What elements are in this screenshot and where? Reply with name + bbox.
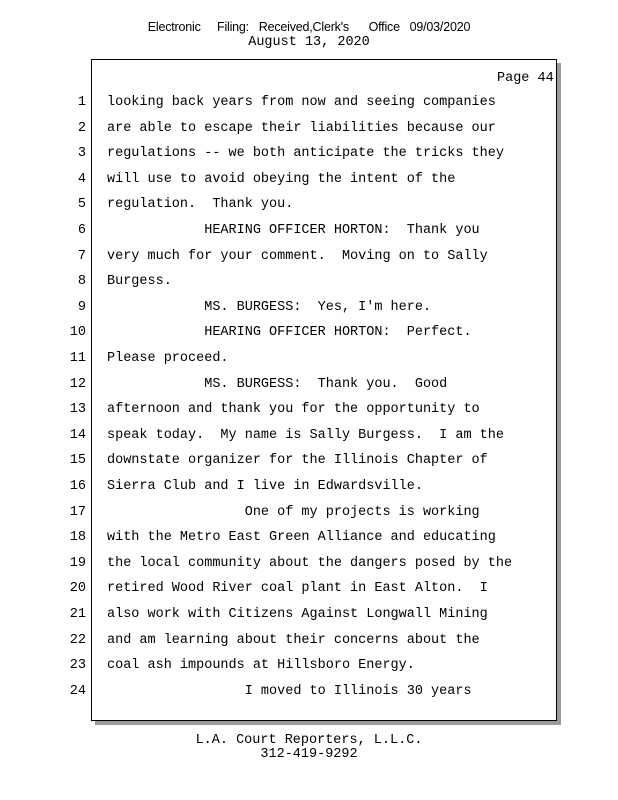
line-number: 24 (69, 683, 86, 699)
transcript-line: afternoon and thank you for the opportunity to (107, 402, 480, 418)
line-number: 22 (69, 632, 86, 648)
line-number: 11 (69, 351, 86, 366)
transcript-line: with the Metro East Green Alliance and educating (107, 530, 496, 546)
transcript-line: Sierra Club and I live in Edwardsville. (107, 479, 423, 494)
line-number: 2 (77, 120, 86, 136)
transcript-line: speak today. My name is Sally Burgess. I am the (107, 427, 504, 443)
line-number: 17 (69, 504, 86, 520)
footer-phone: 312-419-9292 (260, 747, 358, 762)
line-number: 8 (77, 274, 86, 290)
transcript-line: are able to escape their liabilities because our (107, 120, 496, 136)
line-number: 14 (69, 427, 86, 443)
transcript-line: looking back years from now and seeing companies (107, 95, 496, 110)
transcript-line: will use to avoid obeying the intent of the (107, 171, 456, 187)
line-number: 6 (77, 223, 86, 238)
line-number: 15 (69, 453, 86, 469)
line-number: 10 (69, 325, 86, 341)
transcript-line: and am learning about their concerns about the (107, 632, 480, 648)
transcript-line: coal ash impounds at Hillsboro Energy. (107, 658, 415, 674)
line-number: 23 (69, 658, 86, 674)
hearing-date: August 13, 2020 (248, 35, 370, 50)
transcript-line: HEARING OFFICER HORTON: Perfect. (107, 325, 472, 341)
transcript-line: MS. BURGESS: Thank you. Good (107, 376, 448, 392)
transcript-line: also work with Citizens Against Longwall Mining (107, 607, 488, 622)
transcript-line: I moved to Illinois 30 years (107, 683, 472, 699)
line-number: 13 (69, 402, 86, 418)
page-number: Page 44 (497, 71, 554, 86)
line-number: 18 (69, 530, 86, 546)
transcript-line: the local community about the dangers posed by the (107, 555, 513, 571)
transcript-line: One of my projects is working (107, 504, 480, 520)
transcript-line: Please proceed. (107, 351, 229, 366)
transcript-line: regulation. Thank you. (107, 197, 294, 213)
transcript-line: regulations -- we both anticipate the tricks they (107, 146, 504, 162)
transcript-line: Burgess. (107, 274, 172, 290)
transcript-line: very much for your comment. Moving on to Sally (107, 248, 488, 264)
line-number: 1 (77, 95, 86, 110)
line-number: 21 (69, 607, 86, 622)
line-number: 20 (69, 581, 86, 597)
line-number: 7 (77, 248, 86, 264)
line-number: 5 (77, 197, 86, 213)
transcript-line: retired Wood River coal plant in East Alton. I (107, 581, 488, 597)
transcript-line: HEARING OFFICER HORTON: Thank you (107, 223, 480, 238)
line-number: 3 (77, 146, 86, 162)
transcript-line: MS. BURGESS: Yes, I'm here. (107, 299, 432, 315)
transcript-line: downstate organizer for the Illinois Chapter of (107, 453, 488, 469)
footer-company: L.A. Court Reporters, L.L.C. (195, 733, 423, 748)
line-number: 19 (69, 555, 86, 571)
line-number: 9 (77, 299, 86, 315)
filing-stamp: Electronic Filing: Received,Clerk's Office 09/03/2020 (147, 20, 471, 34)
line-number: 16 (69, 479, 86, 494)
line-number: 4 (77, 171, 86, 187)
line-number: 12 (69, 376, 86, 392)
